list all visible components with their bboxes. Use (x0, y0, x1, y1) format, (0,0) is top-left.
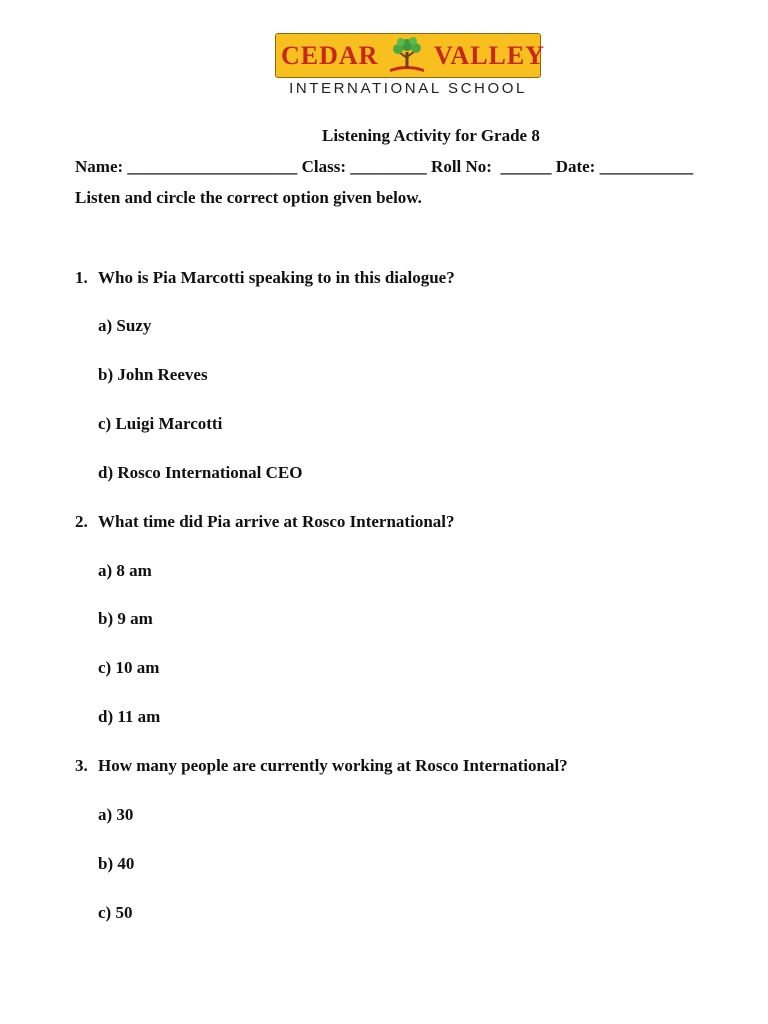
student-info-line: Name: ____________________ Class: _________ Roll No: ______ Date: ___________ (75, 157, 694, 176)
tree-book-icon (386, 36, 428, 76)
question-1-number: 1. (75, 268, 88, 287)
question-1-option-c: c) Luigi Marcotti (98, 414, 223, 433)
question-2-option-c: c) 10 am (98, 658, 160, 677)
question-2-option-d: d) 11 am (98, 707, 161, 726)
logo-banner (275, 33, 546, 78)
school-logo (275, 33, 546, 99)
question-3-option-b: b) 40 (98, 854, 135, 873)
question-3-option-a: a) 30 (98, 805, 134, 824)
question-3-number: 3. (75, 756, 88, 775)
question-2-option-b: b) 9 am (98, 609, 153, 628)
question-1-text: Who is Pia Marcotti speaking to in this dialogue? (98, 268, 455, 287)
logo-word-cedar: CEDAR (281, 41, 379, 70)
question-3-option-c: c) 50 (98, 903, 133, 922)
question-2-text: What time did Pia arrive at Rosco International? (98, 512, 455, 531)
question-1-option-b: b) John Reeves (98, 365, 208, 384)
question-2-option-a: a) 8 am (98, 561, 152, 580)
logo-subtitle: INTERNATIONAL SCHOOL (289, 80, 527, 97)
question-2-number: 2. (75, 512, 88, 531)
logo-word-valley: VALLEY (434, 41, 546, 70)
question-1-option-d: d) Rosco International CEO (98, 463, 303, 482)
question-1-option-a: a) Suzy (98, 316, 152, 335)
question-3-text: How many people are currently working at Rosco International? (98, 756, 568, 775)
worksheet-title: Listening Activity for Grade 8 (322, 126, 540, 145)
instruction-text: Listen and circle the correct option given below. (75, 188, 422, 207)
